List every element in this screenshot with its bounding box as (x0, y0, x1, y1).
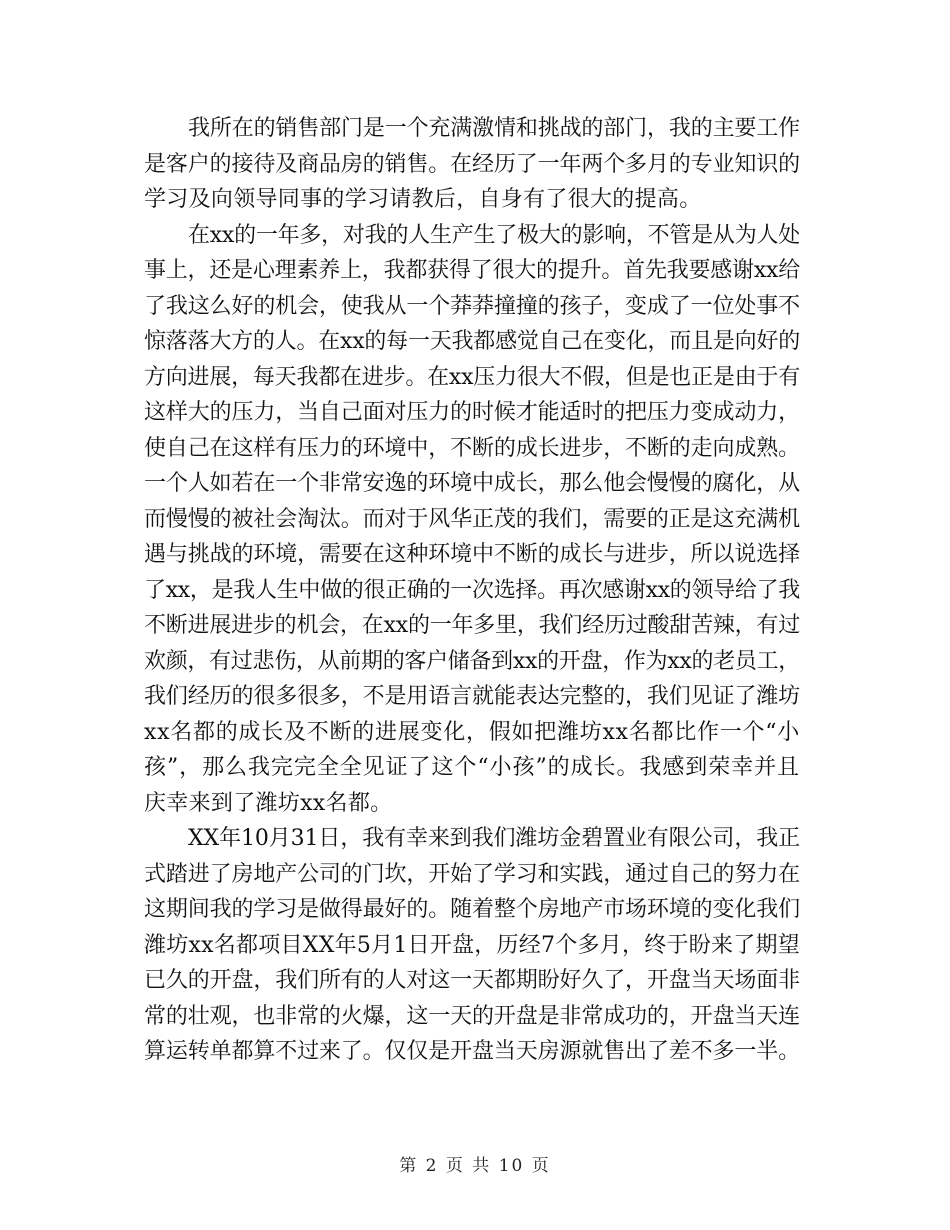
body-line: 使自己在这样有压力的环境中，不断的成长进步，不断的走向成熟。 (144, 435, 800, 461)
body-line: 这期间我的学习是做得最好的。随着整个房地产市场环境的变化我们 (144, 897, 800, 922)
body-line: 不断进展进步的机会，在xx的一年多里，我们经历过酸甜苦辣，有过 (144, 613, 800, 638)
body-line: 已久的开盘，我们所有的人对这一天都期盼好久了，开盘当天场面非 (144, 968, 800, 993)
body-line: 了我这么好的机会，使我从一个莽莽撞撞的孩子，变成了一位处事不 (144, 293, 800, 319)
body-line: 庆幸来到了潍坊xx名都。 (144, 790, 393, 816)
body-line: xx名都的成长及不断的进展变化，假如把潍坊xx名都比作一个“小 (144, 719, 800, 745)
body-line: 学习及向领导同事的学习请教后，自身有了很大的提高。 (144, 187, 702, 212)
page-footer: 第 2 页 共 10 页 (399, 1156, 551, 1176)
body-line: 遇与挑战的环境，需要在这种环境中不断的成长与进步，所以说选择 (144, 542, 800, 567)
body-line: 而慢慢的被社会淘汰。而对于风华正茂的我们，需要的正是这充满机 (144, 506, 800, 532)
body-line: 惊落落大方的人。在xx的每一天我都感觉自己在变化，而且是向好的 (144, 329, 800, 354)
body-line: 潍坊xx名都项目XX年5月1日开盘，历经7个多月，终于盼来了期望 (144, 932, 800, 958)
body-line: 式踏进了房地产公司的门坎，开始了学习和实践，通过自己的努力在 (144, 861, 800, 887)
body-line: 我们经历的很多很多，不是用语言就能表达完整的，我们见证了潍坊 (144, 684, 800, 709)
body-line: 方向进展，每天我都在进步。在xx压力很大不假，但是也正是由于有 (144, 364, 800, 390)
body-line: 是客户的接待及商品房的销售。在经历了一年两个多月的专业知识的 (144, 151, 800, 177)
body-line: 事上，还是心理素养上，我都获得了很大的提升。首先我要感谢xx给 (144, 258, 800, 283)
body-line: 了xx，是我人生中做的很正确的一次选择。再次感谢xx的领导给了我 (144, 577, 800, 603)
body-line: 孩”，那么我完完全全见证了这个“小孩”的成长。我感到荣幸并且 (144, 755, 800, 780)
body-line: 我所在的销售部门是一个充满激情和挑战的部门，我的主要工作 (188, 116, 800, 141)
body-line: 一个人如若在一个非常安逸的环境中成长，那么他会慢慢的腐化，从 (144, 471, 800, 496)
body-line: 在xx的一年多，对我的人生产生了极大的影响，不管是从为人处 (188, 222, 800, 248)
body-line: XX年10月31日，我有幸来到我们潍坊金碧置业有限公司，我正 (188, 826, 800, 851)
body-line: 算运转单都算不过来了。仅仅是开盘当天房源就售出了差不多一半。 (144, 1039, 800, 1064)
body-line: 这样大的压力，当自己面对压力的时候才能适时的把压力变成动力， (144, 400, 800, 425)
body-line: 常的壮观，也非常的火爆，这一天的开盘是非常成功的，开盘当天连 (144, 1003, 800, 1029)
body-line: 欢颜，有过悲伤，从前期的客户储备到xx的开盘，作为xx的老员工， (144, 648, 800, 674)
